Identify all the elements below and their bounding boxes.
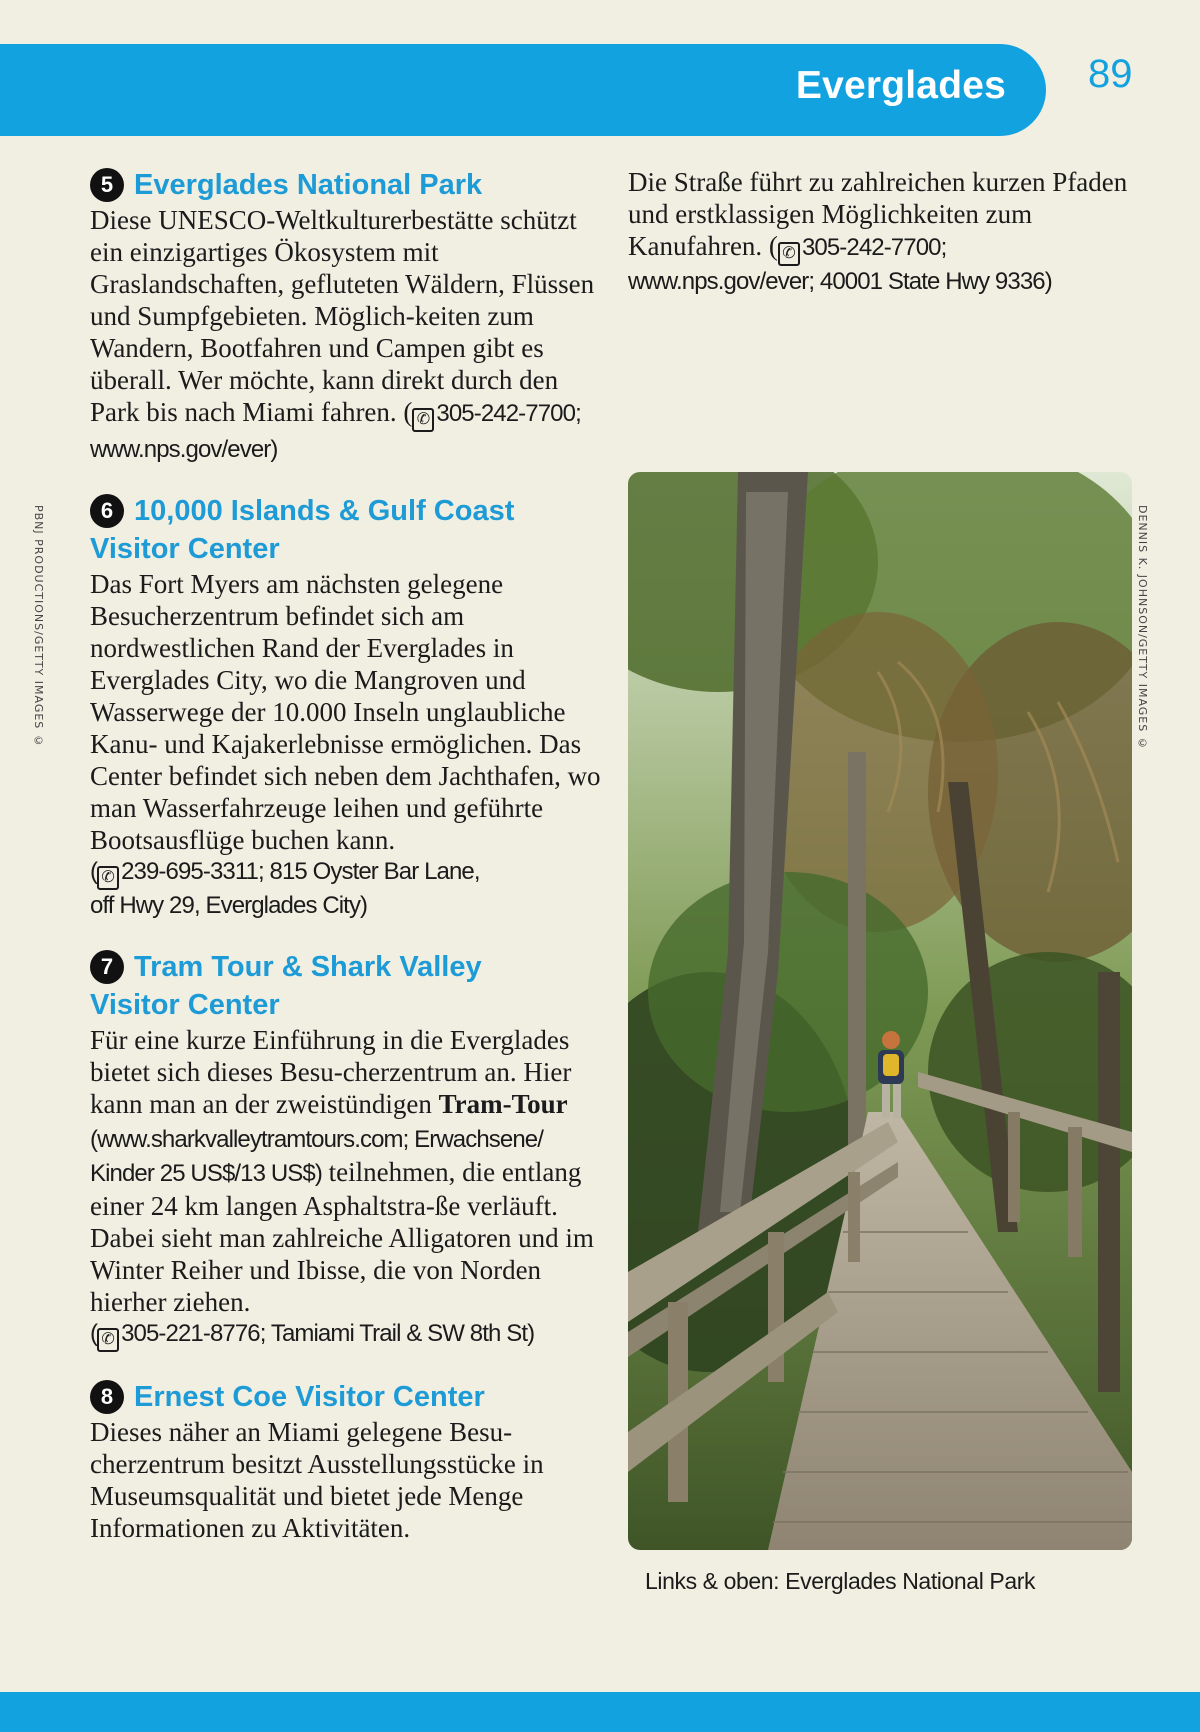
contact-info: [778, 234, 946, 261]
entry-heading: [90, 1378, 610, 1416]
phone-icon: ✆: [778, 242, 800, 266]
photo-credit-right: DENNIS K. JOHNSON/GETTY IMAGES ©: [1136, 505, 1149, 751]
entry-number-badge: 5: [90, 168, 124, 202]
entry-number-badge: 6: [90, 494, 124, 528]
entry-10000-islands: [90, 492, 610, 922]
entry-tram-tour: [90, 948, 610, 1352]
photo-caption: Links & oben: Everglades National Park: [645, 1568, 1036, 1594]
contact-info: [90, 1318, 610, 1352]
contact-text: 305-221-8776; Tamiami Trail & SW 8th St): [121, 1320, 535, 1347]
bold-term: Tram-Tour: [438, 1089, 568, 1119]
footer-band: [0, 1692, 1200, 1732]
entry-number-badge: 7: [90, 950, 124, 984]
entry-title: Everglades National Park: [134, 169, 483, 201]
entry-everglades-national-park: [90, 166, 610, 466]
contact-open-paren: (: [90, 1320, 98, 1347]
page-number: 89: [1088, 52, 1133, 96]
entry-text-part2: teilnehmen, die entlang einer 24 km langen Asphaltstra-ße verläuft. Dabei sieht man zahlreiche Alligatoren und im Winter Reiher und Ibisse, die von Norden hierher ziehen.: [90, 1157, 594, 1317]
entry-title-line2: Visitor Center: [90, 533, 280, 565]
entry-body: [90, 1416, 610, 1544]
continuation-text: [628, 166, 1148, 266]
phone-icon: ✆: [97, 866, 119, 890]
photo-illustration: [628, 472, 1132, 1550]
entry-text: Dieses näher an Miami gelegene Besu-cherzentrum besitzt Ausstellungsstücke in Museumsqualität und bietet jede Menge Informationen zu Aktivitäten.: [90, 1417, 544, 1543]
entry-text: Das Fort Myers am nächsten gelegene Besucherzentrum befindet sich am nordwestlichen Rand der Everglades in Everglades City, wo die Mangroven und Wasserwege der 10.000 Inseln unglaubliche Kanu- und Kajakerlebnisse ermöglichen. Das Center befindet sich neben dem Jachthafen, wo man Wasserfahrzeuge leihen und geführte Bootsausflüge buchen kann.: [90, 569, 601, 855]
contact-info: [90, 856, 610, 922]
entry-title-line1: Tram Tour & Shark Valley: [134, 951, 482, 983]
entry-heading: [90, 166, 610, 204]
entry-text: Diese UNESCO-Weltkulturerbestätte schützt ein einzigartiges Ökosystem mit Graslandschaften, gefluteten Wäldern, Flüssen und Sumpfgebieten. Möglich-keiten zum Wandern, Bootfahren und Campen gibt es überall. Wer möchte, kann direkt durch den Park bis nach Miami fahren. (: [90, 205, 595, 427]
phone-icon: ✆: [97, 1328, 119, 1352]
section-title: Everglades: [795, 64, 1006, 107]
entry-title: Ernest Coe Visitor Center: [134, 1381, 485, 1413]
contact-line1: 239-695-3311; 815 Oyster Bar Lane,: [121, 858, 480, 885]
contact-line1: 305-242-7700;: [801, 234, 947, 261]
entry-number-badge: 8: [90, 1380, 124, 1414]
continuation-contact-line2: www.nps.gov/ever; 40001 State Hwy 9336): [628, 268, 1052, 295]
photo-credit-left: PBNJ PRODUCTIONS/GETTY IMAGES ©: [32, 505, 45, 748]
right-column: [628, 166, 1148, 298]
entry-body: [90, 568, 610, 856]
inline-contact: (www.sharkvalleytramtours.com; Erwachsene/ Kinder 25 US$/13 US$): [90, 1126, 544, 1187]
entry-heading: [90, 948, 610, 1024]
entry-heading: [90, 492, 610, 568]
contact-text: 305-242-7700; www.nps.gov/ever): [90, 400, 581, 463]
contact-line2: off Hwy 29, Everglades City): [90, 892, 368, 919]
phone-icon: ✆: [412, 408, 434, 432]
entry-ernest-coe: [90, 1378, 610, 1544]
left-column: [90, 166, 610, 1570]
contact-open-paren: (: [90, 858, 98, 885]
continuation-body: Die Straße führt zu zahlreichen kurzen Pfaden und erstklassigen Möglichkeiten zum Kanufahren. (: [628, 167, 1128, 261]
entry-title-line1: 10,000 Islands & Gulf Coast: [134, 495, 515, 527]
entry-text-part1: Für eine kurze Einführung in die Everglades bietet sich dieses Besu-cherzentrum an. Hier kann man an der zweistündigen: [90, 1025, 572, 1119]
everglades-boardwalk-photo: [628, 472, 1132, 1550]
entry-body: [90, 1024, 610, 1318]
entry-body: [90, 204, 610, 466]
entry-title-line2: Visitor Center: [90, 989, 280, 1021]
header-band: [0, 44, 1046, 136]
